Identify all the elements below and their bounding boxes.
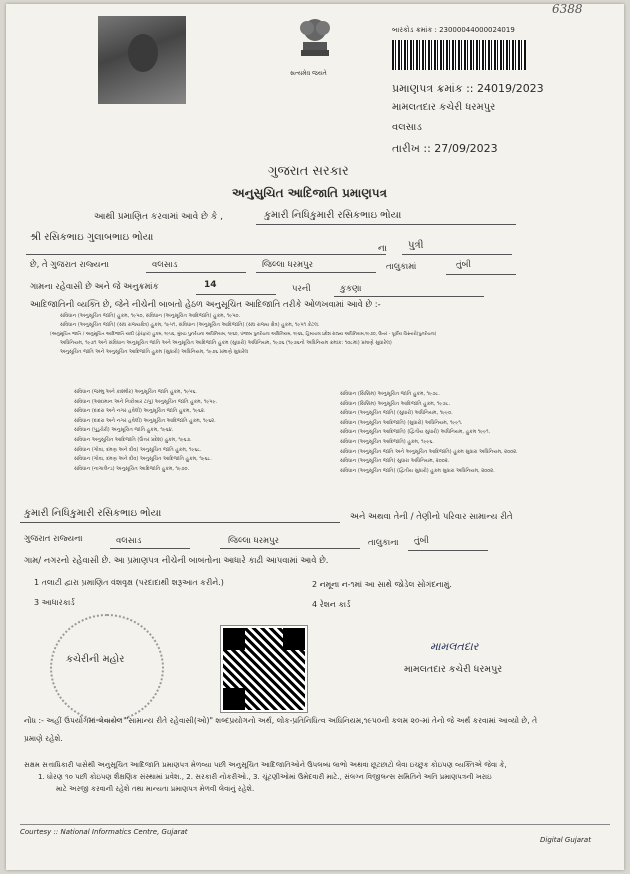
- issue-date: તારીખ :: 27/09/2023: [392, 142, 498, 155]
- digital-gujarat-text: Digital Gujarat: [540, 836, 591, 844]
- residence-state: ગુજરાત રાજ્યના: [24, 534, 83, 544]
- seal-label: કચેરીની મહોર: [66, 654, 125, 665]
- applicant-photo: [98, 16, 186, 104]
- courtesy-text: Courtesy :: National Informatics Centre, Gujarat: [20, 828, 188, 836]
- residence-taluka-label: તાલુકાના: [368, 538, 399, 548]
- holder-name-repeat: કુમારી નિધિકુમારી રસિકભાઇ ભોયા: [24, 508, 162, 519]
- residence-jilla: જિલ્લા ધરમપુર: [228, 536, 279, 546]
- taluka-value: તુંબી: [456, 260, 471, 270]
- serial-number: 14: [204, 280, 217, 290]
- parni-text: પરની: [292, 284, 311, 294]
- na-label: ના: [378, 244, 387, 254]
- taluka-label: તાલુકામાં: [386, 262, 417, 272]
- document-2: 2 નમૂના ન-૧માં આ સાથે જોડેલ સોગંદનામું.: [312, 580, 452, 589]
- father-name: શ્રી રસિકભાઇ ગુલાબભાઇ ભોયા: [30, 232, 154, 243]
- emblem-caption: સત્યમેવ જયતે: [290, 70, 327, 77]
- signatory-office: મામલતદાર કચેરી ધરમપુર: [404, 664, 503, 675]
- office-seal: [50, 614, 164, 722]
- handwritten-page-number: 6388: [552, 2, 583, 16]
- residence-taluka: તુંબી: [414, 536, 429, 546]
- village-text: ગામના રહેવાસી છે અને જે અનુક્રમાંક: [30, 282, 159, 292]
- family-text: અને અથવા તેની / તેણીનો પરિવાર સામાન્ય રીતે: [350, 512, 513, 522]
- issuing-district: વલસાડ: [392, 122, 422, 133]
- barcode: [392, 40, 526, 70]
- authority-text: સક્ષમ સત્તાધિકારી પાસેથી અનુસૂચિત આદિજાતિ પ્રમાણપત્ર મેળવ્યા પછી અનુસૂચિત આદિજાતિઓને ઉપલબ્ધ લાભો અથવા છૂટછાટો લેવા ઇચ્છુક કોઇપણ વ્યક્તિએ જેવા કે,: [24, 760, 507, 769]
- jilla-value: જિલ્લા ધરમપુર: [262, 260, 313, 270]
- relation-value: પુત્રી: [408, 240, 424, 251]
- government-heading: ગુજરાત સરકાર: [268, 164, 349, 179]
- intro-text: આથી પ્રમાણિત કરવામાં આવે છે કે ,: [94, 212, 223, 222]
- document-1: 1 તલાટી દ્વારા પ્રમાણિત વંશવૃક્ષ (પરદાદાથી શરૂઆત કરીને.): [34, 578, 224, 587]
- certificate-number: પ્રમાણપત્ર ક્રમાંક :: 24019/2023: [392, 82, 544, 95]
- residence-district: વલસાડ: [116, 536, 142, 546]
- tribe-statement: આદિજાતિની વ્યક્તિ છે, જેને નીચેની બાબતો હેઠળ અનુસૂચિત આદિજાતિ તરીકે ઓળખવામાં આવે છે :-: [30, 300, 381, 310]
- signatory-title: મામલતદાર: [430, 640, 479, 653]
- state-text: છે, તે ગુજરાત રાજ્યના: [30, 260, 109, 270]
- note-text-continued: પ્રમાણે રહેશે.: [24, 734, 63, 743]
- authority-text-3: માટે અરજી કરવાની રહેશે તથા માન્યતા પ્રમાણપત્ર મેળવી લેવાનું રહેશે.: [56, 784, 255, 793]
- issuing-office: મામલતદાર કચેરી ધરમપુર: [392, 102, 496, 113]
- orders-right: સંવિધાન (સિક્કિમ) અનુસૂચિત જાતિ હુકમ, ૧૯૭૮. સંવિધાન (સિક્કિમ) અનુસૂચિત આદિજાતિ હુકમ, ૧૯૭૮. સંવિધાન (અનુસૂચિત જાતિ) (સુધારો) અધિનિયમ, ૧૯૯૦. સંવિધાન (અનુસૂચિત આદિજાતિ) (સુધારો) અધિનિયમ, ૧૯૯૧. સંવિધાન (અનુસૂચિત આદિજાતિ) (દ્વિતીય સુધારો) અધિનિયમ, હુકમ ૧૯૯૧. સંવિધાન (અનુસૂચિત આદિજાતિ) હુકમ, ૧૯૯૬. સંવિધાન (અનુસૂચિત જાતિ અને અનુસૂચિત આદિજાતિ) હુકમ સુધારા અધિનિયમ, ૨૦૦૨. સંવિધાન (અનુસૂચિત જાતિ) સુધારા અધિનિયમ, ૨૦૦૨. સંવિધાન (અનુસૂચિત જાતિ) (દ્વિતીય સુધારો) હુકમ સુધારા અધિનિયમ, ૨૦૦૨.: [340, 391, 518, 474]
- document-3: 3 આધારકાર્ડ: [34, 598, 75, 607]
- district-value: વલસાડ: [152, 260, 178, 270]
- note-text: નોંધ :- અહીં ઉપયોગમાં લેવાયેલ "સામાન્ય રીતે રહેવાસી(ઓ)" શબ્દપ્રયોગનો અર્થ, લોક-પ્રતિનિધિત્વ અધિનિયમ,૧૯૫૦ની કલમ ૨૦-માં તેનો જે અર્થ કરવામાં આવ્યો છે, તે: [24, 716, 538, 725]
- authority-text-2: 1. ધોરણ ૧૦ પછી કોઇપણ શૈક્ષણિક સંસ્થામાં પ્રવેશ., 2. સરકારી નોકરીઓ., 3. ચૂંટણીઓમાં ઉમેદવારી માટે., સંલગ્ન વિજીલન્સ સમિતિને અતિ પ્રમાણપત્રની ખરાઇ: [38, 772, 492, 781]
- barcode-text: બારકોડ ક્રમાંક : 23000044000024019: [392, 26, 515, 34]
- document-4: 4 રેશન કાર્ડ: [312, 600, 351, 609]
- orders-left: સંવિધાન (જમ્મુ અને કાશ્મીર) અનુસૂચિત જાતિ હુકમ, ૧૯૫૬. સંવિધાન (આંદામાન અને નિકોબાર ટાપુ) અનુસૂચિત જાતિ હુકમ, ૧૯૫૯. સંવિધાન (દાદરા અને નગર હવેલી) અનુસૂચિત જાતિ હુકમ, ૧૯૬૨. સંવિધાન (દાદરા અને નગર હવેલી) અનુસૂચિત આદિજાતિ હુકમ, ૧૯૬૨. સંવિધાન (પુડુચેરી) અનુસૂચિત જાતિ હુકમ, ૧૯૬૪. સંવિધાન અનુસૂચિત આદિજાતિ (ઉત્તર પ્રદેશ) હુકમ, ૧૯૬૭. સંવિધાન (ગોવા, દમણ અને દીવ) અનુસૂચિત જાતિ હુકમ, ૧૯૬૮. સંવિધાન (ગોવા, દમણ અને દીવ) અનુસૂચિત આદિજાતિ હુકમ, ૧૯૬૮. સંવિધાન (નાગાલેન્ડ) અનુસૂચિત આદિજાતિ હુકમ, ૧૯૭૦.: [74, 389, 218, 472]
- certificate-title: અનુસુચિત આદિજાતિ પ્રમાણપત્ર: [232, 186, 387, 200]
- residence-statement: ગામ/ નગરનો રહેવાસી છે. આ પ્રમાણપત્ર નીચેની બાબતોના આધારે કાઢી આપવામાં આવે છે.: [24, 556, 329, 566]
- schedule-list: સંવિધાન (અનુસૂચિત જાતિ) હુકમ, ૧૯૫૦, સંવિધાન (અનુસૂચિત આદિજાતિ) હુકમ, ૧૯૫૦. સંવિધાન (અનુસૂચિત જાતિ) (સંઘ રાજ્યક્ષેત્ર) હુકમ, ૧૯૫૧, સંવિધાન (અનુસૂચિત આદિજાતિ) (સંઘ રાજ્ય ક્ષેત્ર) હુકમ, ૧૯૫૧ કેટલ. (અનુસૂચિત જાતિ / અનુસૂચિત આદિજાતિ યાદી (ફેરફાર) હુકમ, ૧૯૫૬, મુંબઇ પુનર્રચના અધિનિયમ, ૧૯૬૦, પંજાબ પુનર્રચના અધિનિયમ, ૧૯૬૬, હિમાચલ પ્રદેશ રાજ્ય અધિનિયમ,૧૯૭૦, ઉત્તર - પૂર્વીય વિસ્તારો(પુનર્રચના) અધિનિયમ, ૧૯૭૧ અને સંવિધાન અનુસૂચિત જાતિ અને અનુસૂચિત આદિજાતિ હુકમ (સુધારો) અધિનિયમ, ૧૯૭૬ (૧૯૭૬નો અધિનિયમ ક્રમાંક: ૧૦૮માં) પ્રમાણે સુધારેલ) અનુસૂચિત જાતિ અને અનુસૂચિત આદિજાતિ હુકમ (સુધારો) અધિનિયમ, ૧૯૭૬ પ્રમાણે સુધારેલ: [50, 313, 437, 355]
- qr-code: [221, 626, 307, 712]
- certificate-page: [6, 4, 624, 870]
- certificate-holder-name: કુમારી નિધિકુમારી રસિકભાઇ ભોયા: [264, 210, 402, 221]
- national-emblem-icon: [289, 12, 341, 72]
- caste-value: કુકણા: [340, 284, 362, 294]
